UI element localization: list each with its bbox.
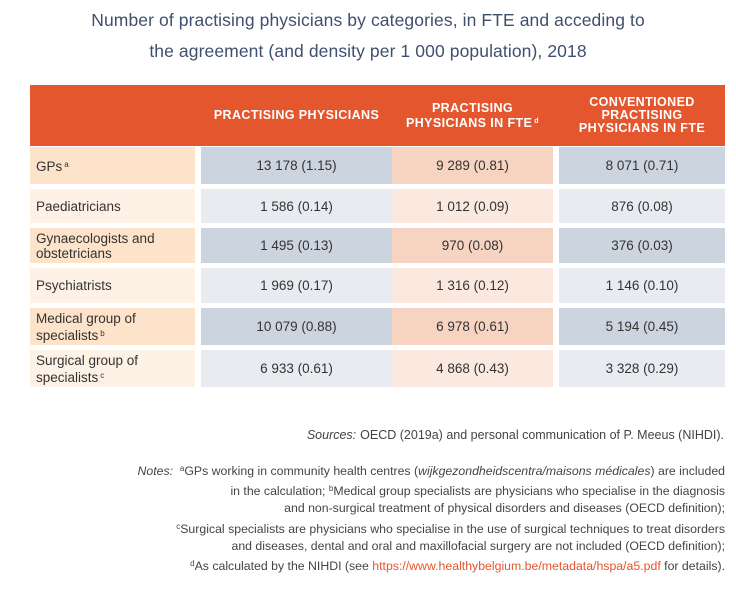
note-text: Surgical specialists are physicians who specialise in the use of surgical techniques to treat disorders	[180, 521, 725, 536]
notes-label: Notes:	[137, 464, 174, 478]
header-text: PHYSICIANS IN FTE	[578, 121, 706, 135]
table-cell: 8 071 (0.71)	[559, 147, 725, 184]
table-header	[30, 85, 725, 146]
note-line-1	[30, 460, 725, 480]
row-label-text: obstetricians	[36, 245, 112, 261]
row-label-text: Psychiatrists	[36, 278, 112, 293]
note-line-3	[30, 500, 725, 517]
sources-text: OECD (2019a) and personal communication of P. Meeus (NIHDI).	[360, 428, 724, 442]
header-conventioned-physicians-fte	[559, 85, 725, 146]
table-cell: 6 978 (0.61)	[392, 308, 553, 345]
table-row	[30, 189, 725, 223]
note-text: and non-surgical treatment of physical disorders and diseases (OECD definition);	[284, 501, 725, 516]
table-cell: 10 079 (0.88)	[201, 308, 392, 345]
sources-label: Sources:	[306, 428, 357, 442]
row-label-text: Medical group of	[36, 310, 136, 326]
row-label	[30, 268, 195, 303]
note-text: As calculated by the NIHDI (see	[194, 559, 373, 574]
note-text: GPs working in community health centres (	[184, 464, 419, 478]
note-marker: a	[179, 464, 185, 473]
note-text: for details).	[660, 559, 725, 574]
table-row	[30, 228, 725, 263]
table-cell: 1 586 (0.14)	[201, 189, 392, 223]
table-cell: 876 (0.08)	[559, 189, 725, 223]
notes	[30, 460, 725, 575]
table-cell: 1 146 (0.10)	[559, 268, 725, 303]
header-text: PRACTISING PHYSICIANS	[213, 108, 380, 122]
row-label	[30, 147, 195, 184]
header-text: CONVENTIONED	[589, 95, 695, 109]
table-row	[30, 350, 725, 387]
row-label-text: GPs	[36, 159, 63, 174]
row-label	[30, 308, 195, 345]
header-practising-physicians-fte	[392, 85, 553, 146]
table-cell: 1 316 (0.12)	[392, 268, 553, 303]
note-line-5	[30, 538, 725, 555]
note-line-2	[30, 480, 725, 500]
note-line-6	[30, 555, 725, 575]
page-title-line-1: Number of practising physicians by categories, in FTE and acceding to	[91, 10, 645, 30]
table-cell: 4 868 (0.43)	[392, 350, 553, 387]
row-label	[30, 189, 195, 223]
table-cell: 5 194 (0.45)	[559, 308, 725, 345]
note-marker: d	[190, 559, 195, 569]
table-row	[30, 147, 725, 184]
note-marker: b	[328, 484, 334, 494]
table-cell: 376 (0.03)	[559, 228, 725, 263]
row-label	[30, 350, 195, 387]
table-cell: 970 (0.08)	[392, 228, 553, 263]
note-text: and diseases, dental and oral and maxillofacial surgery are not included (OECD definition);	[231, 538, 725, 553]
table-cell: 1 012 (0.09)	[392, 189, 553, 223]
table-cell: 3 328 (0.29)	[559, 350, 725, 387]
row-label-text: Surgical group of	[36, 352, 139, 368]
table-cell: 9 289 (0.81)	[392, 147, 553, 184]
header-text: PRACTISING	[601, 108, 683, 122]
footnote-marker: c	[100, 370, 105, 380]
note-marker: c	[176, 521, 181, 531]
row-label-text: specialists	[36, 327, 99, 343]
sources-line	[307, 428, 724, 442]
note-text: Medical group specialists are physicians who specialise in the diagnosis	[333, 484, 725, 499]
header-footnote-marker: d	[534, 117, 539, 125]
footnote-marker: b	[100, 328, 105, 338]
row-label	[30, 228, 195, 263]
note-text: ) are included	[650, 464, 725, 478]
note-text: in the calculation;	[230, 484, 329, 499]
note-line-4	[30, 518, 725, 538]
nihdi-link[interactable]: https://www.healthybelgium.be/metadata/hspa/a5.pdf	[372, 559, 661, 574]
row-label-text: Gynaecologists and	[36, 230, 155, 246]
footnote-marker: a	[64, 160, 69, 169]
row-label-text: specialists	[36, 369, 99, 385]
table-cell: 13 178 (1.15)	[201, 147, 392, 184]
table-cell: 6 933 (0.61)	[201, 350, 392, 387]
table-row	[30, 308, 725, 345]
header-practising-physicians	[201, 85, 392, 146]
table-cell: 1 495 (0.13)	[201, 228, 392, 263]
note-text-italic: wijkgezondheidscentra/maisons médicales	[418, 464, 651, 478]
table-cell: 1 969 (0.17)	[201, 268, 392, 303]
header-text: PRACTISING	[431, 100, 514, 115]
row-label-text: Paediatricians	[36, 198, 121, 214]
row-label-line	[36, 326, 136, 343]
page-title-line-2: the agreement (and density per 1 000 population), 2018	[149, 41, 587, 61]
header-text: PHYSICIANS IN FTE $^d$	[406, 115, 539, 130]
table-row	[30, 268, 725, 303]
row-label-line	[36, 368, 138, 385]
row-label-line	[36, 157, 69, 174]
